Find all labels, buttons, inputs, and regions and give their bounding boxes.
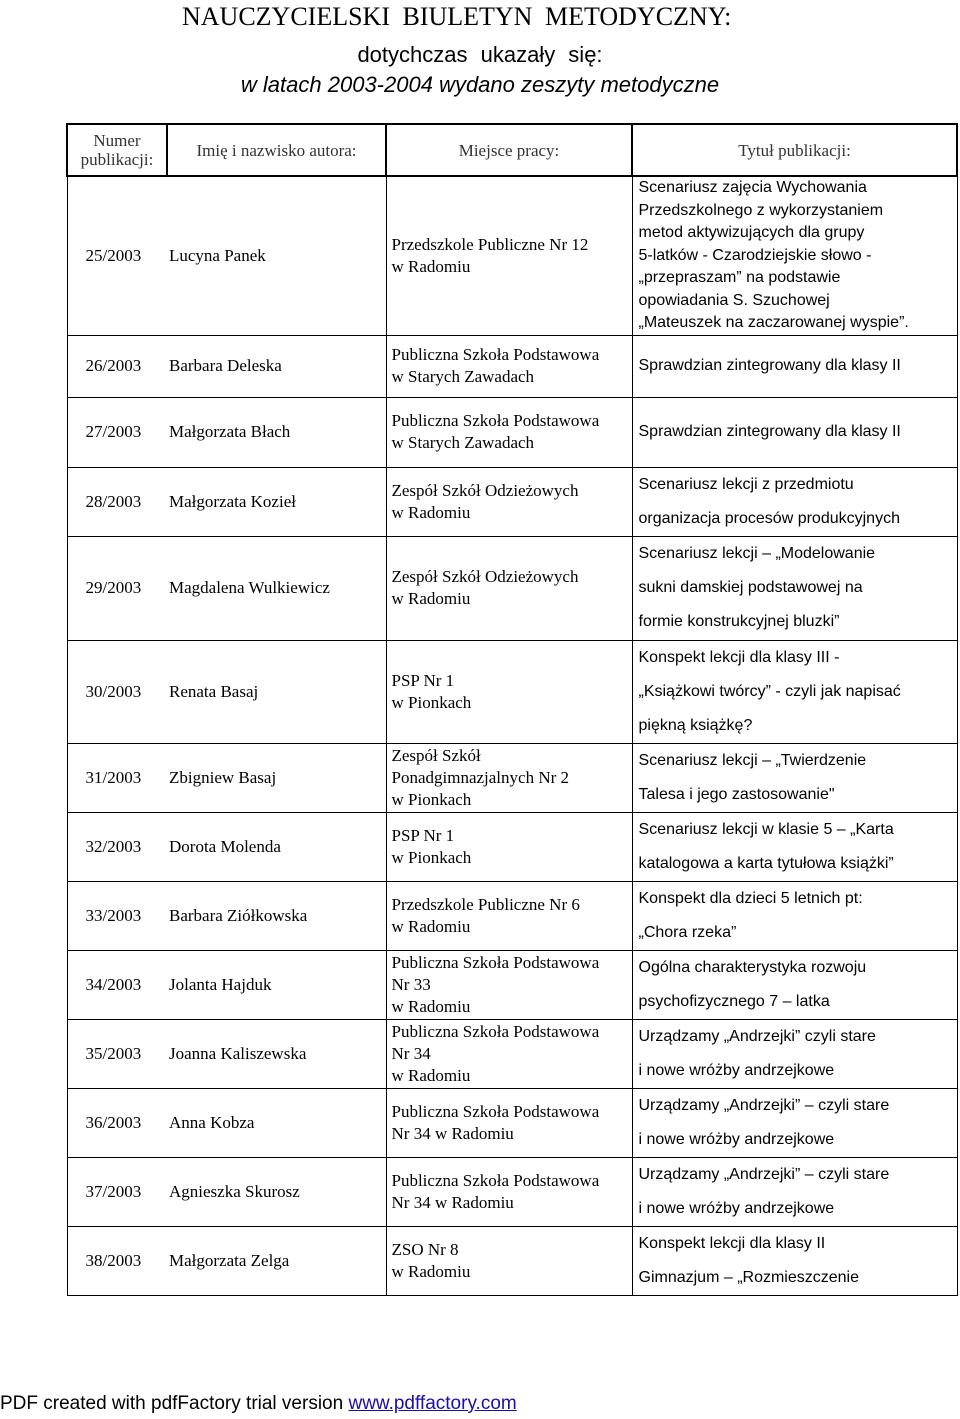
title-line: metod aktywizujących dla grupy [638,224,865,241]
title-line: Sprawdzian zintegrowany dla klasy II [638,423,901,440]
workplace-line: Publiczna Szkoła Podstawowa [391,952,600,972]
workplace-line: Zespół Szkół Odzieżowych [391,480,579,500]
workplace [386,335,632,397]
subtitle-years: w latach 2003-2004 wydano zeszyty metodyczne [240,72,720,97]
table-body [67,176,957,1295]
workplace [386,1088,632,1157]
publication-title [632,397,957,467]
publication-title [632,335,957,397]
title-line: formie konstrukcyjnej bluzki” [638,613,840,630]
workplace [386,881,632,950]
workplace-line: w Starych Zawadach [391,367,535,386]
table-row [67,176,957,335]
author-name: Agnieszka Skurosz [167,1157,386,1226]
title-line: Urządzamy „Andrzejki” czyli stare [638,1027,876,1045]
publication-number: 37/2003 [67,1157,167,1226]
publication-number: 38/2003 [67,1226,167,1295]
workplace-line: w Radomiu [391,1065,471,1085]
workplace-line: Przedszkole Publiczne Nr 6 [391,894,580,914]
table-row [67,1226,957,1295]
publication-title [632,1088,957,1157]
publication-title [632,812,957,881]
workplace-line: ZSO Nr 8 [391,1239,459,1259]
title-line: „Książkowi twórcy” - czyli jak napisać [638,682,901,700]
workplace-line: w Pionkach [391,847,472,867]
author-name: Lucyna Panek [167,176,386,335]
table-row [67,1019,957,1088]
table-row [67,1157,957,1226]
publication-number: 25/2003 [67,176,167,335]
workplace-line: PSP Nr 1 [391,825,455,845]
workplace [386,950,632,1019]
author-name: Magdalena Wulkiewicz [167,536,386,640]
publication-title [632,176,957,335]
author-name: Małgorzata Błach [167,397,386,467]
publication-number: 35/2003 [67,1019,167,1088]
title-line: Urządzamy „Andrzejki” – czyli stare [638,1096,890,1114]
header-author: Imię i nazwisko autora: [167,124,386,176]
publication-title [632,743,957,812]
title-line: 5-latków - Czarodziejskie słowo - [638,246,872,264]
workplace-line: w Radomiu [391,502,471,522]
workplace [386,536,632,640]
author-name: Jolanta Hajduk [167,950,386,1019]
title-line: Scenariusz lekcji – „Modelowanie [638,545,876,562]
title-line: Ogólna charakterystyka rozwoju [638,958,867,976]
title-line: i nowe wróżby andrzejkowe [638,1061,835,1079]
title-line: Konspekt lekcji dla klasy II [638,1234,826,1252]
workplace-line: w Radomiu [391,1261,471,1281]
publication-title [632,467,957,536]
title-line: Przedszkolnego z wykorzystaniem [638,201,884,219]
author-name: Joanna Kaliszewska [167,1019,386,1088]
pdf-footer [0,1393,517,1415]
author-name: Barbara Ziółkowska [167,881,386,950]
title-line: Talesa i jego zastosowanie" [638,785,835,803]
workplace-line: Ponadgimnazjalnych Nr 2 [391,767,570,787]
publication-title [632,1226,957,1295]
author-name: Małgorzata Zelga [167,1226,386,1295]
workplace-line: w Starych Zawadach [391,433,535,452]
title-line: organizacja procesów produkcyjnych [638,509,900,527]
publication-number: 33/2003 [67,881,167,950]
workplace-line: w Pionkach [391,692,472,712]
workplace-line: w Radomiu [391,996,471,1016]
workplace-line: Nr 34 w Radomiu [391,1123,514,1143]
title-line: katalogowa a karta tytułowa książki” [638,854,894,872]
workplace-line: PSP Nr 1 [391,670,455,690]
author-name: Barbara Deleska [167,335,386,397]
publication-number: 32/2003 [67,812,167,881]
workplace-line: Publiczna Szkoła Podstawowa [391,1101,600,1121]
publication-title [632,640,957,743]
workplace-line: w Pionkach [391,789,472,809]
title-line: Sprawdzian zintegrowany dla klasy II [638,357,901,374]
title-line: piękną książkę? [638,716,753,734]
title-line: i nowe wróżby andrzejkowe [638,1130,835,1148]
table-row [67,467,957,536]
workplace [386,397,632,467]
footer-link[interactable]: www.pdffactory.com [348,1393,517,1414]
author-name: Dorota Molenda [167,812,386,881]
workplace-line: Publiczna Szkoła Podstawowa [391,1170,600,1190]
title-line: Gimnazjum – „Rozmieszczenie [638,1268,860,1286]
footer-text: PDF created with pdfFactory trial version [0,1393,349,1414]
workplace-line: Nr 34 w Radomiu [391,1192,514,1212]
table-header-row [67,124,957,176]
title-line: „Mateuszek na zaczarowanej wyspie”. [638,314,909,331]
title-line: sukni damskiej podstawowej na [638,579,863,596]
workplace-line: Publiczna Szkoła Podstawowa [391,1021,600,1041]
workplace [386,1019,632,1088]
author-name: Małgorzata Kozieł [167,467,386,536]
workplace-line: w Radomiu [391,589,471,608]
publication-title [632,536,957,640]
header-number: Numer publikacji: [67,124,167,176]
publication-number: 27/2003 [67,397,167,467]
workplace [386,743,632,812]
workplace [386,467,632,536]
publications-table [66,123,958,1296]
author-name: Zbigniew Basaj [167,743,386,812]
publication-title [632,881,957,950]
table-row [67,397,957,467]
workplace-line: Publiczna Szkoła Podstawowa [391,345,600,364]
table-row [67,640,957,743]
title-line: Scenariusz lekcji w klasie 5 – „Karta [638,820,894,838]
publication-title [632,1157,957,1226]
table-row [67,536,957,640]
publication-number: 30/2003 [67,640,167,743]
publication-title [632,1019,957,1088]
workplace-line: Zespół Szkół Odzieżowych [391,567,579,586]
publication-number: 26/2003 [67,335,167,397]
workplace [386,1157,632,1226]
publication-number: 29/2003 [67,536,167,640]
document-title: NAUCZYCIELSKI BIULETYN METODYCZNY: [182,2,732,31]
publication-number: 34/2003 [67,950,167,1019]
author-name: Anna Kobza [167,1088,386,1157]
table-row [67,812,957,881]
workplace-line: Nr 34 [391,1043,431,1063]
publication-title [632,950,957,1019]
table-row [67,881,957,950]
table-row [67,950,957,1019]
workplace-line: w Radomiu [391,916,471,936]
publication-number: 31/2003 [67,743,167,812]
header-title: Tytuł publikacji: [632,124,957,176]
table-row [67,743,957,812]
table-row [67,1088,957,1157]
workplace-line: Nr 33 [391,974,431,994]
subtitle: dotychczas ukazały się: [357,42,603,67]
header-workplace: Miejsce pracy: [386,124,632,176]
table-row [67,335,957,397]
author-name: Renata Basaj [167,640,386,743]
workplace [386,640,632,743]
title-line: psychofizycznego 7 – latka [638,992,830,1010]
title-line: Scenariusz lekcji – „Twierdzenie [638,751,867,769]
title-line: opowiadania S. Szuchowej [638,291,830,309]
workplace-line: Publiczna Szkoła Podstawowa [391,411,600,430]
workplace-line: Zespół Szkół [391,745,481,765]
workplace-line: Przedszkole Publiczne Nr 12 [391,234,589,254]
title-line: Scenariusz lekcji z przedmiotu [638,475,854,493]
workplace [386,812,632,881]
publication-number: 28/2003 [67,467,167,536]
title-line: i nowe wróżby andrzejkowe [638,1199,835,1217]
workplace-line: w Radomiu [391,256,471,276]
workplace [386,176,632,335]
title-line: „przepraszam” na podstawie [638,269,841,286]
title-line: Scenariusz zajęcia Wychowania [638,179,867,196]
title-line: Urządzamy „Andrzejki” – czyli stare [638,1165,890,1183]
title-line: Konspekt dla dzieci 5 letnich pt: [638,889,863,907]
publication-number: 36/2003 [67,1088,167,1157]
title-line: Konspekt lekcji dla klasy III - [638,648,840,666]
title-line: „Chora rzeka” [638,923,737,941]
workplace [386,1226,632,1295]
